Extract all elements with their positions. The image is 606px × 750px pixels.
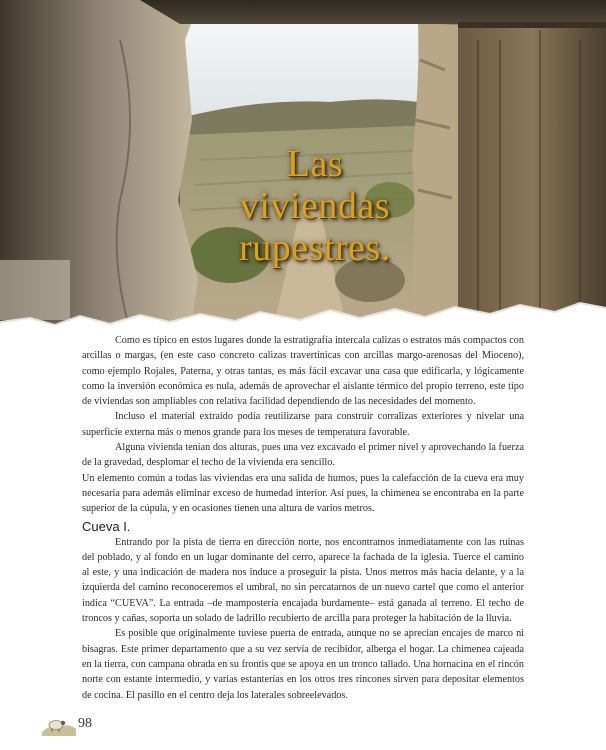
section-heading: Cueva I. [82, 518, 131, 534]
sheep-landscape-logo-icon [42, 714, 76, 736]
paragraph: Un elemento común a todas las viviendas era una salida de humos, pues la calefacción de la cueva era muy necesaria para además eliminar exceso de humedad interior. Así pues, la chimenea se encontraba en la parte superior de la cúpula, y en ocasiones tienen una altura de varios metros. [82, 472, 524, 515]
paragraph: Como es típico en estos lugares donde la estratigrafía intercala calizas o estratos más compactos con arcillas o margas, (en este caso concreto calizas travertínicas con arcillas margo-arenosas del Mioceno), como ejemplo Rojales, Paterna, y otras tantas, es más fácil excavar una casa que edificarla, y lógicamente como la inversión económica es nula, además de aprovechar el aislante térmico del propio terreno, este tipo de viviendas son ampliables con relativa facilidad dependiendo de las necesidades del momento. [82, 335, 524, 408]
article-body [82, 333, 524, 703]
page-title [200, 143, 430, 269]
paragraph: Entrando por la pista de tierra en dirección norte, nos encontramos inmediatamente con las ruinas del poblado, y al fondo en un lugar dominante del cerro, aparece la fachada de la iglesia. Tuerce el camino al este, y una indicación de madera nos induce a proseguir la pista. Unos metros más hacia delante, y a la izquierda del camino reconoceremos el umbral, no sin percatarnos de un nuevo cartel que como el anterior indica “CUEVA”. La entrada –de mampostería encajada burdamente– está ganada al terreno. El techo de troncos y cañas, soporta un solado de ladrillo recubierto de arcilla para proteger la habitación de la lluvia. [82, 536, 524, 625]
page-footer [40, 712, 160, 740]
paragraph: Incluso el material extraído podía reutilizarse para construir corralizas exteriores y nivelar una superficie externa más o menos grande para los meses de temperatura favorable. [82, 411, 524, 438]
title-line: viviendas [239, 185, 391, 227]
page-number: 98 [78, 716, 92, 731]
title-line: rupestres. [239, 227, 391, 269]
paragraph: Es posible que originalmente tuviese puerta de entrada, aunque no se aprecian encajes de marco ni bisagras. Este primer departamento que a su vez servía de recibidor, alberga el hogar. La chimenea cajeada en la tierra, con campana obrada en su frontis que se apoya en un tronco tallado. Una hornacina en el rincón norte con estante intermedio, y varias estanterías en los otros tres rincones sirven para depositar elementos de cocina. El pasillo en el centro deja los laterales sobreelevados. [82, 628, 524, 701]
title-line: Las [286, 143, 344, 185]
hero-photo [0, 0, 606, 335]
paragraph: Alguna vivienda tenían dos alturas, pues una vez excavado el primer nivel y aprovechando la fuerza de la gravedad, desplomar el techo de la vivienda era sencillo. [82, 442, 524, 469]
